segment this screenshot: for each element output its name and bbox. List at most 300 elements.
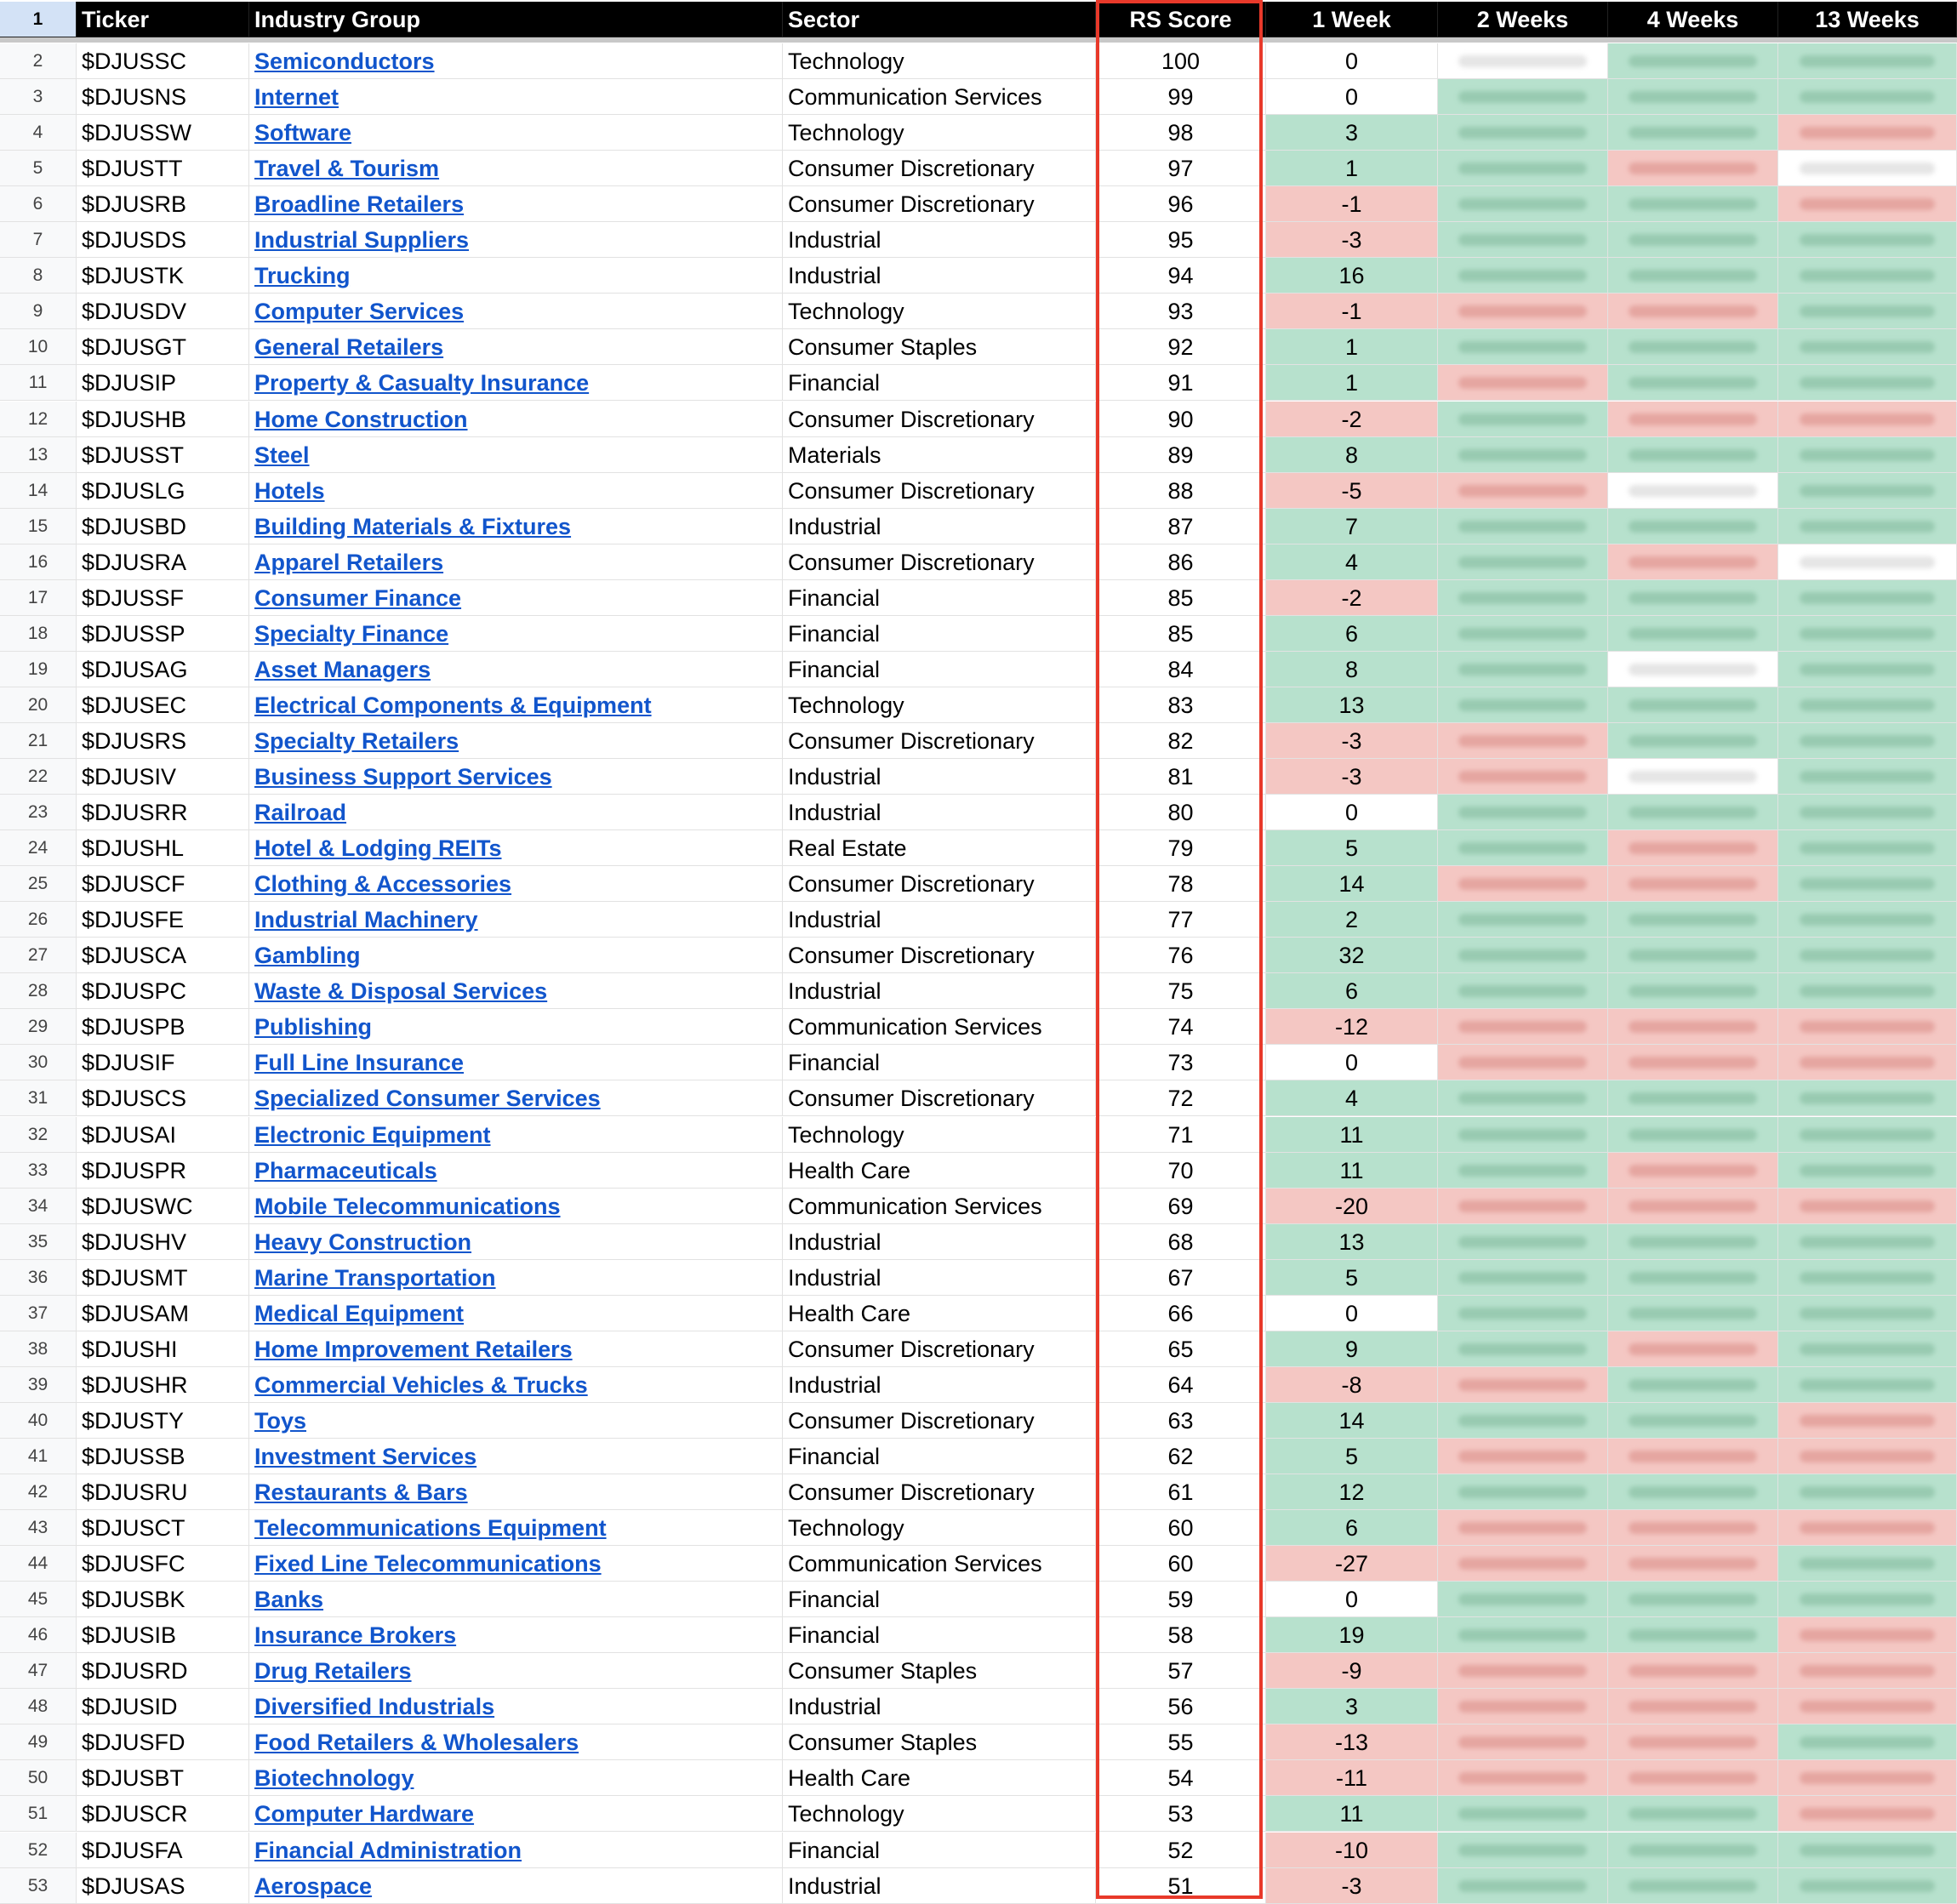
blurred-w13-cell[interactable] xyxy=(1778,222,1957,258)
week1-change-cell[interactable]: 2 xyxy=(1266,902,1438,938)
row-number[interactable]: 44 xyxy=(0,1546,77,1582)
week1-change-cell[interactable]: -3 xyxy=(1266,222,1438,258)
blurred-w13-cell[interactable] xyxy=(1778,1617,1957,1653)
rs-score-cell[interactable]: 85 xyxy=(1096,616,1266,652)
row-number[interactable]: 28 xyxy=(0,973,77,1009)
blurred-w13-cell[interactable] xyxy=(1778,473,1957,509)
week1-change-cell[interactable]: 3 xyxy=(1266,115,1438,151)
week1-change-cell[interactable]: -20 xyxy=(1266,1189,1438,1224)
blurred-w2-cell[interactable] xyxy=(1438,1403,1608,1439)
sector-cell[interactable]: Industrial xyxy=(783,258,1096,294)
rs-score-cell[interactable]: 100 xyxy=(1096,43,1266,79)
blurred-w4-cell[interactable] xyxy=(1608,652,1778,687)
industry-group-cell[interactable] xyxy=(249,258,783,294)
blurred-w13-cell[interactable] xyxy=(1778,186,1957,222)
row-number[interactable]: 53 xyxy=(0,1868,77,1904)
row-number[interactable]: 36 xyxy=(0,1260,77,1296)
sector-cell[interactable]: Consumer Discretionary xyxy=(783,723,1096,759)
row-number[interactable]: 49 xyxy=(0,1724,77,1760)
blurred-w2-cell[interactable] xyxy=(1438,1510,1608,1546)
ticker-cell[interactable]: $DJUSTT xyxy=(77,151,249,186)
ticker-cell[interactable]: $DJUSBK xyxy=(77,1582,249,1617)
blurred-w13-cell[interactable] xyxy=(1778,43,1957,79)
blurred-w2-cell[interactable] xyxy=(1438,759,1608,795)
sector-cell[interactable]: Communication Services xyxy=(783,79,1096,115)
row-number[interactable]: 24 xyxy=(0,830,77,866)
blurred-w13-cell[interactable] xyxy=(1778,402,1957,437)
blurred-w4-cell[interactable] xyxy=(1608,1189,1778,1224)
industry-group-link[interactable]: Consumer Finance xyxy=(254,584,462,611)
header-13-weeks[interactable]: 13 Weeks xyxy=(1778,2,1957,37)
industry-group-link[interactable]: Medical Equipment xyxy=(254,1300,465,1326)
industry-group-cell[interactable] xyxy=(249,79,783,115)
blurred-w4-cell[interactable] xyxy=(1608,1009,1778,1045)
blurred-w4-cell[interactable] xyxy=(1608,902,1778,938)
rs-score-cell[interactable]: 58 xyxy=(1096,1617,1266,1653)
industry-group-link[interactable]: Restaurants & Bars xyxy=(254,1479,468,1505)
industry-group-cell[interactable] xyxy=(249,830,783,866)
blurred-w13-cell[interactable] xyxy=(1778,652,1957,687)
sector-cell[interactable]: Consumer Discretionary xyxy=(783,1080,1096,1116)
blurred-w13-cell[interactable] xyxy=(1778,258,1957,294)
blurred-w4-cell[interactable] xyxy=(1608,365,1778,401)
rs-score-cell[interactable]: 78 xyxy=(1096,866,1266,902)
week1-change-cell[interactable]: -1 xyxy=(1266,294,1438,329)
sector-cell[interactable]: Financial xyxy=(783,1439,1096,1474)
ticker-cell[interactable]: $DJUSSF xyxy=(77,580,249,616)
blurred-w13-cell[interactable] xyxy=(1778,1331,1957,1367)
rs-score-cell[interactable]: 84 xyxy=(1096,652,1266,687)
industry-group-link[interactable]: Internet xyxy=(254,84,339,111)
blurred-w4-cell[interactable] xyxy=(1608,1367,1778,1403)
rs-score-cell[interactable]: 60 xyxy=(1096,1546,1266,1582)
row-number[interactable]: 3 xyxy=(0,79,77,115)
row-number[interactable]: 41 xyxy=(0,1439,77,1474)
industry-group-cell[interactable] xyxy=(249,1760,783,1796)
week1-change-cell[interactable]: -13 xyxy=(1266,1724,1438,1760)
row-number[interactable]: 5 xyxy=(0,151,77,186)
week1-change-cell[interactable]: 11 xyxy=(1266,1796,1438,1832)
ticker-cell[interactable]: $DJUSHI xyxy=(77,1331,249,1367)
sector-cell[interactable]: Financial xyxy=(783,1833,1096,1868)
week1-change-cell[interactable]: 14 xyxy=(1266,1403,1438,1439)
rs-score-cell[interactable]: 98 xyxy=(1096,115,1266,151)
blurred-w2-cell[interactable] xyxy=(1438,1689,1608,1724)
blurred-w4-cell[interactable] xyxy=(1608,616,1778,652)
blurred-w2-cell[interactable] xyxy=(1438,973,1608,1009)
blurred-w13-cell[interactable] xyxy=(1778,115,1957,151)
sector-cell[interactable]: Health Care xyxy=(783,1296,1096,1331)
industry-group-cell[interactable] xyxy=(249,1403,783,1439)
rs-score-cell[interactable]: 70 xyxy=(1096,1153,1266,1189)
row-number[interactable]: 17 xyxy=(0,580,77,616)
ticker-cell[interactable]: $DJUSEC xyxy=(77,687,249,723)
sector-cell[interactable]: Industrial xyxy=(783,1868,1096,1904)
blurred-w2-cell[interactable] xyxy=(1438,1439,1608,1474)
ticker-cell[interactable]: $DJUSNS xyxy=(77,79,249,115)
blurred-w4-cell[interactable] xyxy=(1608,830,1778,866)
industry-group-link[interactable]: Clothing & Accessories xyxy=(254,871,512,898)
industry-group-link[interactable]: Publishing xyxy=(254,1014,372,1040)
sector-cell[interactable]: Technology xyxy=(783,294,1096,329)
week1-change-cell[interactable]: 1 xyxy=(1266,329,1438,365)
industry-group-link[interactable]: Trucking xyxy=(254,263,351,289)
blurred-w2-cell[interactable] xyxy=(1438,1582,1608,1617)
blurred-w13-cell[interactable] xyxy=(1778,1796,1957,1832)
blurred-w4-cell[interactable] xyxy=(1608,1439,1778,1474)
sector-cell[interactable]: Communication Services xyxy=(783,1546,1096,1582)
ticker-cell[interactable]: $DJUSWC xyxy=(77,1189,249,1224)
blurred-w2-cell[interactable] xyxy=(1438,1724,1608,1760)
blurred-w2-cell[interactable] xyxy=(1438,1045,1608,1080)
blurred-w13-cell[interactable] xyxy=(1778,616,1957,652)
industry-group-link[interactable]: Telecommunications Equipment xyxy=(254,1515,607,1542)
industry-group-link[interactable]: Food Retailers & Wholesalers xyxy=(254,1730,579,1756)
ticker-cell[interactable]: $DJUSCF xyxy=(77,866,249,902)
rs-score-cell[interactable]: 91 xyxy=(1096,365,1266,401)
rs-score-cell[interactable]: 56 xyxy=(1096,1689,1266,1724)
blurred-w2-cell[interactable] xyxy=(1438,365,1608,401)
rs-score-cell[interactable]: 64 xyxy=(1096,1367,1266,1403)
blurred-w4-cell[interactable] xyxy=(1608,1617,1778,1653)
sector-cell[interactable]: Financial xyxy=(783,616,1096,652)
blurred-w2-cell[interactable] xyxy=(1438,902,1608,938)
header-rs-score[interactable]: RS Score xyxy=(1096,2,1266,37)
sector-cell[interactable]: Industrial xyxy=(783,509,1096,544)
sector-cell[interactable]: Financial xyxy=(783,1582,1096,1617)
sector-cell[interactable]: Financial xyxy=(783,1617,1096,1653)
industry-group-cell[interactable] xyxy=(249,43,783,79)
blurred-w13-cell[interactable] xyxy=(1778,1546,1957,1582)
industry-group-cell[interactable] xyxy=(249,1617,783,1653)
industry-group-link[interactable]: Hotels xyxy=(254,477,325,504)
row-number[interactable]: 26 xyxy=(0,902,77,938)
industry-group-cell[interactable] xyxy=(249,222,783,258)
row-number[interactable]: 23 xyxy=(0,795,77,830)
week1-change-cell[interactable]: 11 xyxy=(1266,1117,1438,1153)
blurred-w2-cell[interactable] xyxy=(1438,616,1608,652)
industry-group-link[interactable]: Semiconductors xyxy=(254,48,435,74)
blurred-w2-cell[interactable] xyxy=(1438,1153,1608,1189)
ticker-cell[interactable]: $DJUSID xyxy=(77,1689,249,1724)
week1-change-cell[interactable]: 5 xyxy=(1266,1439,1438,1474)
blurred-w2-cell[interactable] xyxy=(1438,1868,1608,1904)
rs-score-cell[interactable]: 69 xyxy=(1096,1189,1266,1224)
blurred-w2-cell[interactable] xyxy=(1438,1796,1608,1832)
industry-group-link[interactable]: Home Construction xyxy=(254,406,468,432)
blurred-w2-cell[interactable] xyxy=(1438,79,1608,115)
rs-score-cell[interactable]: 96 xyxy=(1096,186,1266,222)
industry-group-cell[interactable] xyxy=(249,473,783,509)
industry-group-link[interactable]: Computer Hardware xyxy=(254,1801,475,1827)
industry-group-cell[interactable] xyxy=(249,1689,783,1724)
ticker-cell[interactable]: $DJUSSB xyxy=(77,1439,249,1474)
blurred-w13-cell[interactable] xyxy=(1778,1153,1957,1189)
rs-score-cell[interactable]: 52 xyxy=(1096,1833,1266,1868)
blurred-w4-cell[interactable] xyxy=(1608,1796,1778,1832)
row-number[interactable]: 38 xyxy=(0,1331,77,1367)
week1-change-cell[interactable]: 0 xyxy=(1266,1296,1438,1331)
ticker-cell[interactable]: $DJUSFD xyxy=(77,1724,249,1760)
rs-score-cell[interactable]: 83 xyxy=(1096,687,1266,723)
sector-cell[interactable]: Financial xyxy=(783,1045,1096,1080)
blurred-w4-cell[interactable] xyxy=(1608,1224,1778,1260)
ticker-cell[interactable]: $DJUSAI xyxy=(77,1117,249,1153)
blurred-w4-cell[interactable] xyxy=(1608,723,1778,759)
blurred-w13-cell[interactable] xyxy=(1778,1403,1957,1439)
sector-cell[interactable]: Real Estate xyxy=(783,830,1096,866)
rs-score-cell[interactable]: 88 xyxy=(1096,473,1266,509)
blurred-w4-cell[interactable] xyxy=(1608,222,1778,258)
ticker-cell[interactable]: $DJUSDV xyxy=(77,294,249,329)
rs-score-cell[interactable]: 59 xyxy=(1096,1582,1266,1617)
week1-change-cell[interactable]: 0 xyxy=(1266,79,1438,115)
industry-group-cell[interactable] xyxy=(249,1080,783,1116)
row-number[interactable]: 9 xyxy=(0,294,77,329)
row-number[interactable]: 42 xyxy=(0,1474,77,1510)
industry-group-cell[interactable] xyxy=(249,1582,783,1617)
industry-group-link[interactable]: Travel & Tourism xyxy=(254,156,440,182)
week1-change-cell[interactable]: -1 xyxy=(1266,186,1438,222)
blurred-w13-cell[interactable] xyxy=(1778,759,1957,795)
industry-group-link[interactable]: Investment Services xyxy=(254,1443,477,1469)
blurred-w2-cell[interactable] xyxy=(1438,866,1608,902)
ticker-cell[interactable]: $DJUSHR xyxy=(77,1367,249,1403)
blurred-w4-cell[interactable] xyxy=(1608,1546,1778,1582)
industry-group-cell[interactable] xyxy=(249,1796,783,1832)
rs-score-cell[interactable]: 90 xyxy=(1096,402,1266,437)
industry-group-link[interactable]: Pharmaceuticals xyxy=(254,1157,437,1183)
industry-group-link[interactable]: Diversified Industrials xyxy=(254,1694,495,1720)
industry-group-cell[interactable] xyxy=(249,795,783,830)
blurred-w2-cell[interactable] xyxy=(1438,43,1608,79)
blurred-w2-cell[interactable] xyxy=(1438,115,1608,151)
industry-group-link[interactable]: Asset Managers xyxy=(254,656,431,682)
blurred-w2-cell[interactable] xyxy=(1438,186,1608,222)
blurred-w4-cell[interactable] xyxy=(1608,1117,1778,1153)
sector-cell[interactable]: Industrial xyxy=(783,1260,1096,1296)
sector-cell[interactable]: Materials xyxy=(783,437,1096,473)
row-number[interactable]: 34 xyxy=(0,1189,77,1224)
industry-group-cell[interactable] xyxy=(249,902,783,938)
blurred-w4-cell[interactable] xyxy=(1608,687,1778,723)
blurred-w2-cell[interactable] xyxy=(1438,1189,1608,1224)
ticker-cell[interactable]: $DJUSDS xyxy=(77,222,249,258)
week1-change-cell[interactable]: -5 xyxy=(1266,473,1438,509)
ticker-cell[interactable]: $DJUSSW xyxy=(77,115,249,151)
sector-cell[interactable]: Technology xyxy=(783,1117,1096,1153)
industry-group-cell[interactable] xyxy=(249,1653,783,1689)
industry-group-cell[interactable] xyxy=(249,1153,783,1189)
industry-group-cell[interactable] xyxy=(249,1296,783,1331)
blurred-w4-cell[interactable] xyxy=(1608,1868,1778,1904)
rs-score-cell[interactable]: 92 xyxy=(1096,329,1266,365)
row-number[interactable]: 33 xyxy=(0,1153,77,1189)
blurred-w4-cell[interactable] xyxy=(1608,294,1778,329)
industry-group-cell[interactable] xyxy=(249,1331,783,1367)
week1-change-cell[interactable]: 0 xyxy=(1266,43,1438,79)
ticker-cell[interactable]: $DJUSRU xyxy=(77,1474,249,1510)
blurred-w4-cell[interactable] xyxy=(1608,1582,1778,1617)
blurred-w2-cell[interactable] xyxy=(1438,652,1608,687)
row-number[interactable]: 48 xyxy=(0,1689,77,1724)
row-number[interactable]: 8 xyxy=(0,258,77,294)
industry-group-cell[interactable] xyxy=(249,509,783,544)
blurred-w2-cell[interactable] xyxy=(1438,1833,1608,1868)
blurred-w13-cell[interactable] xyxy=(1778,1689,1957,1724)
row-number[interactable]: 29 xyxy=(0,1009,77,1045)
week1-change-cell[interactable]: -9 xyxy=(1266,1653,1438,1689)
week1-change-cell[interactable]: -10 xyxy=(1266,1833,1438,1868)
week1-change-cell[interactable]: 3 xyxy=(1266,1689,1438,1724)
blurred-w13-cell[interactable] xyxy=(1778,329,1957,365)
sector-cell[interactable]: Consumer Discretionary xyxy=(783,1331,1096,1367)
row-number[interactable]: 7 xyxy=(0,222,77,258)
blurred-w2-cell[interactable] xyxy=(1438,437,1608,473)
header-sector[interactable]: Sector xyxy=(783,2,1096,37)
row-number[interactable]: 21 xyxy=(0,723,77,759)
blurred-w2-cell[interactable] xyxy=(1438,1009,1608,1045)
sector-cell[interactable]: Communication Services xyxy=(783,1009,1096,1045)
rs-score-cell[interactable]: 77 xyxy=(1096,902,1266,938)
industry-group-cell[interactable] xyxy=(249,1724,783,1760)
rs-score-cell[interactable]: 86 xyxy=(1096,544,1266,580)
blurred-w13-cell[interactable] xyxy=(1778,294,1957,329)
industry-group-link[interactable]: Steel xyxy=(254,442,310,468)
row-number[interactable]: 4 xyxy=(0,115,77,151)
row-number[interactable]: 32 xyxy=(0,1117,77,1153)
rs-score-cell[interactable]: 57 xyxy=(1096,1653,1266,1689)
rs-score-cell[interactable]: 72 xyxy=(1096,1080,1266,1116)
ticker-cell[interactable]: $DJUSCT xyxy=(77,1510,249,1546)
blurred-w4-cell[interactable] xyxy=(1608,1331,1778,1367)
blurred-w2-cell[interactable] xyxy=(1438,1224,1608,1260)
ticker-cell[interactable]: $DJUSRA xyxy=(77,544,249,580)
week1-change-cell[interactable]: 6 xyxy=(1266,973,1438,1009)
industry-group-cell[interactable] xyxy=(249,402,783,437)
sector-cell[interactable]: Consumer Staples xyxy=(783,1724,1096,1760)
week1-change-cell[interactable]: 1 xyxy=(1266,365,1438,401)
sector-cell[interactable]: Consumer Discretionary xyxy=(783,151,1096,186)
row-number[interactable]: 37 xyxy=(0,1296,77,1331)
rs-score-cell[interactable]: 95 xyxy=(1096,222,1266,258)
rs-score-cell[interactable]: 71 xyxy=(1096,1117,1266,1153)
ticker-cell[interactable]: $DJUSTY xyxy=(77,1403,249,1439)
ticker-cell[interactable]: $DJUSIF xyxy=(77,1045,249,1080)
industry-group-cell[interactable] xyxy=(249,1510,783,1546)
ticker-cell[interactable]: $DJUSSP xyxy=(77,616,249,652)
blurred-w13-cell[interactable] xyxy=(1778,1080,1957,1116)
industry-group-link[interactable]: Specialty Finance xyxy=(254,620,449,647)
row-number[interactable]: 12 xyxy=(0,402,77,437)
row-number[interactable]: 11 xyxy=(0,365,77,401)
sector-cell[interactable]: Health Care xyxy=(783,1153,1096,1189)
industry-group-cell[interactable] xyxy=(249,1546,783,1582)
industry-group-cell[interactable] xyxy=(249,1260,783,1296)
industry-group-link[interactable]: Fixed Line Telecommunications xyxy=(254,1551,602,1577)
industry-group-link[interactable]: Commercial Vehicles & Trucks xyxy=(254,1371,588,1398)
blurred-w4-cell[interactable] xyxy=(1608,1689,1778,1724)
blurred-w13-cell[interactable] xyxy=(1778,723,1957,759)
blurred-w13-cell[interactable] xyxy=(1778,1474,1957,1510)
industry-group-cell[interactable] xyxy=(249,616,783,652)
rs-score-cell[interactable]: 97 xyxy=(1096,151,1266,186)
sector-cell[interactable]: Consumer Discretionary xyxy=(783,186,1096,222)
industry-group-cell[interactable] xyxy=(249,1009,783,1045)
rs-score-cell[interactable]: 74 xyxy=(1096,1009,1266,1045)
blurred-w13-cell[interactable] xyxy=(1778,1439,1957,1474)
blurred-w13-cell[interactable] xyxy=(1778,544,1957,580)
rs-score-cell[interactable]: 68 xyxy=(1096,1224,1266,1260)
industry-group-link[interactable]: Specialty Retailers xyxy=(254,727,459,754)
industry-group-link[interactable]: Specialized Consumer Services xyxy=(254,1086,601,1112)
blurred-w13-cell[interactable] xyxy=(1778,437,1957,473)
industry-group-cell[interactable] xyxy=(249,151,783,186)
week1-change-cell[interactable]: 32 xyxy=(1266,938,1438,973)
blurred-w4-cell[interactable] xyxy=(1608,1260,1778,1296)
industry-group-link[interactable]: Electrical Components & Equipment xyxy=(254,692,652,718)
rs-score-cell[interactable]: 65 xyxy=(1096,1331,1266,1367)
sector-cell[interactable]: Industrial xyxy=(783,973,1096,1009)
blurred-w4-cell[interactable] xyxy=(1608,79,1778,115)
ticker-cell[interactable]: $DJUSMT xyxy=(77,1260,249,1296)
ticker-cell[interactable]: $DJUSIV xyxy=(77,759,249,795)
ticker-cell[interactable]: $DJUSFC xyxy=(77,1546,249,1582)
blurred-w4-cell[interactable] xyxy=(1608,1760,1778,1796)
blurred-w13-cell[interactable] xyxy=(1778,902,1957,938)
blurred-w4-cell[interactable] xyxy=(1608,437,1778,473)
sector-cell[interactable]: Technology xyxy=(783,1796,1096,1832)
blurred-w2-cell[interactable] xyxy=(1438,723,1608,759)
week1-change-cell[interactable]: 14 xyxy=(1266,866,1438,902)
blurred-w4-cell[interactable] xyxy=(1608,1080,1778,1116)
industry-group-link[interactable]: Home Improvement Retailers xyxy=(254,1336,573,1362)
ticker-cell[interactable]: $DJUSBD xyxy=(77,509,249,544)
industry-group-link[interactable]: Biotechnology xyxy=(254,1765,414,1792)
row-number[interactable]: 47 xyxy=(0,1653,77,1689)
blurred-w4-cell[interactable] xyxy=(1608,580,1778,616)
ticker-cell[interactable]: $DJUSGT xyxy=(77,329,249,365)
blurred-w13-cell[interactable] xyxy=(1778,1045,1957,1080)
sector-cell[interactable]: Industrial xyxy=(783,795,1096,830)
row-number[interactable]: 27 xyxy=(0,938,77,973)
ticker-cell[interactable]: $DJUSPB xyxy=(77,1009,249,1045)
blurred-w2-cell[interactable] xyxy=(1438,1260,1608,1296)
industry-group-link[interactable]: Electronic Equipment xyxy=(254,1121,491,1148)
industry-group-link[interactable]: Marine Transportation xyxy=(254,1264,496,1291)
industry-group-cell[interactable] xyxy=(249,1117,783,1153)
industry-group-cell[interactable] xyxy=(249,544,783,580)
industry-group-cell[interactable] xyxy=(249,294,783,329)
ticker-cell[interactable]: $DJUSBT xyxy=(77,1760,249,1796)
rs-score-cell[interactable]: 79 xyxy=(1096,830,1266,866)
sector-cell[interactable]: Technology xyxy=(783,687,1096,723)
header-ticker[interactable]: Ticker xyxy=(77,2,249,37)
blurred-w2-cell[interactable] xyxy=(1438,1546,1608,1582)
sector-cell[interactable]: Industrial xyxy=(783,1689,1096,1724)
row-number[interactable]: 19 xyxy=(0,652,77,687)
blurred-w2-cell[interactable] xyxy=(1438,795,1608,830)
industry-group-link[interactable]: General Retailers xyxy=(254,334,444,361)
industry-group-link[interactable]: Industrial Machinery xyxy=(254,907,478,933)
ticker-cell[interactable]: $DJUSPC xyxy=(77,973,249,1009)
industry-group-link[interactable]: Business Support Services xyxy=(254,764,552,790)
ticker-cell[interactable]: $DJUSCR xyxy=(77,1796,249,1832)
row-number[interactable]: 18 xyxy=(0,616,77,652)
blurred-w2-cell[interactable] xyxy=(1438,687,1608,723)
week1-change-cell[interactable]: -3 xyxy=(1266,1868,1438,1904)
industry-group-link[interactable]: Insurance Brokers xyxy=(254,1622,457,1649)
